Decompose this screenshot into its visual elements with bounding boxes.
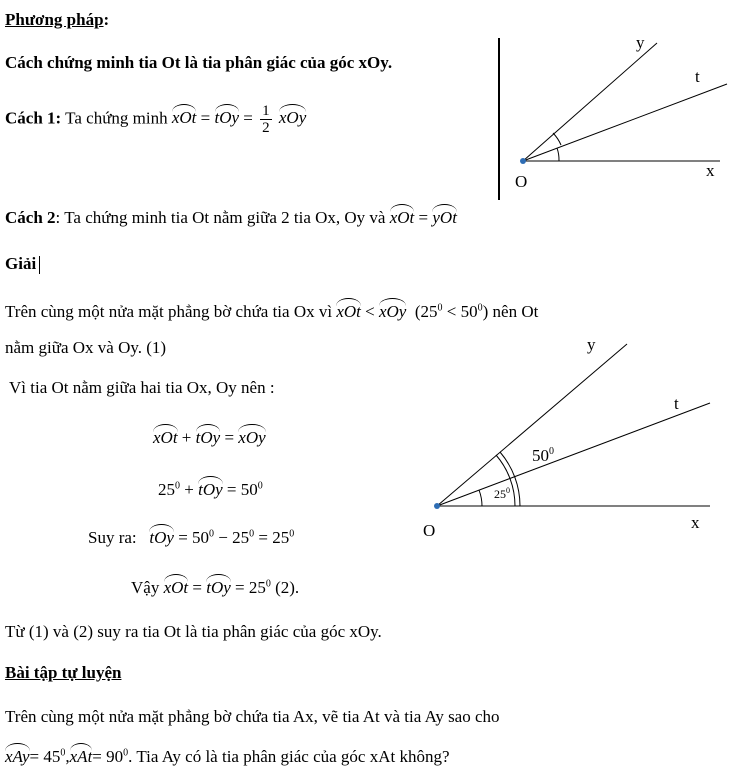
label-angle-25: $25^0$ (494, 486, 510, 501)
conclusion: Từ (1) và (2) suy ra tia Ot là tia phân giác của góc xOy. (5, 622, 382, 641)
way-1: Cách 1: Ta chứng minh xOt = tOy = $\frac{1}{2}$ xOy (5, 103, 307, 136)
solution-label: Giải (5, 254, 40, 274)
arc-xOt (479, 490, 482, 506)
label-y: y (636, 33, 645, 52)
arc-xOt (557, 148, 559, 161)
point-O (520, 158, 526, 164)
exercise-line-2: $xAy= 45^0,xAt= 90^0$. Tia Ay có là tia phân giác của góc xAt không? (5, 743, 450, 767)
ray-oy (523, 43, 657, 161)
equation-1: xOt + tOy = xOy (153, 424, 266, 448)
point-O (434, 503, 440, 509)
method-title: Cách chứng minh tia Ot là tia phân giác của góc xOy. (5, 53, 393, 72)
equation-2: $25^0$ + tOy = $50^0$ (158, 476, 263, 500)
ray-oy (437, 344, 627, 506)
exercise-title: Bài tập tự luyện (5, 663, 122, 682)
equation-4: Vậy xOt = tOy = $25^0$ (2). (131, 574, 299, 598)
label-t: t (695, 67, 700, 86)
figure-1 (495, 30, 752, 205)
label-t: t (674, 394, 679, 413)
ray-ot (523, 84, 727, 161)
solution-line-1: Trên cùng một nửa mặt phẳng bờ chứa tia Ox vì xOt < xOy $(25^0 < 50^0)$ nên Ot (5, 298, 538, 322)
label-x: x (691, 513, 700, 532)
angle-tOy: tOy (215, 104, 240, 128)
fraction-half: $\frac{1}{2}$ (262, 103, 270, 136)
angle-xOt: xOt (172, 104, 197, 128)
figure-2 (415, 330, 745, 550)
solution-line-2: nằm giữa Ox và Oy. (1) (5, 338, 167, 357)
exercise-line-1: Trên cùng một nửa mặt phẳng bờ chứa tia Ax, vẽ tia At và tia Ay sao cho (5, 707, 500, 726)
equation-3: Suy ra: tOy = $50^0 - 25^0 = 25^0$ (88, 524, 294, 548)
way-2: Cách 2: Ta chứng minh tia Ot nằm giữa 2 tia Ox, Oy và xOt = yOt (5, 204, 457, 228)
solution-line-3: Vì tia Ot nằm giữa hai tia Ox, Oy nên : (9, 378, 275, 397)
label-x: x (706, 161, 715, 180)
method-heading: Phương pháp: (5, 10, 110, 29)
ray-ot (437, 403, 710, 506)
label-y: y (587, 335, 596, 354)
label-O: O (515, 172, 528, 191)
label-O: O (423, 521, 436, 540)
label-angle-50: $50^0$ (532, 446, 554, 465)
arc-tOy (553, 133, 561, 145)
angle-xOy: xOy (279, 104, 306, 128)
